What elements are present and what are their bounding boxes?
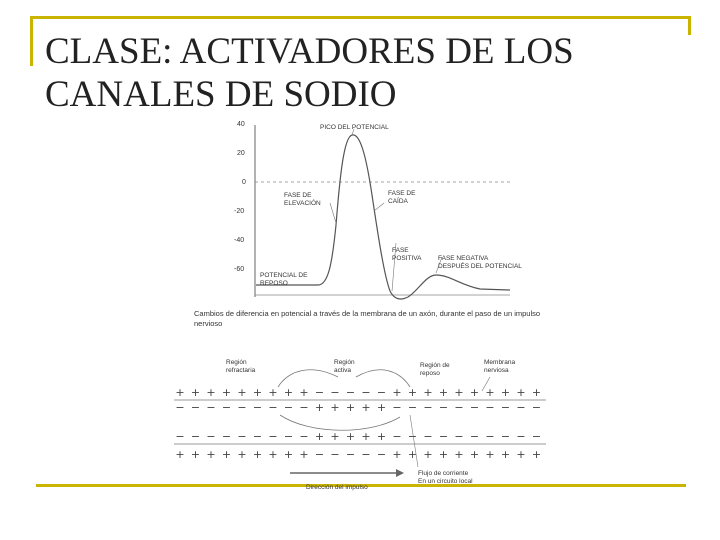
charge-symbol: − [175, 401, 185, 414]
charge-symbol: + [314, 401, 325, 414]
charge-symbol: + [283, 386, 294, 399]
y-tick-minus-60: -60 [234, 266, 245, 273]
label-peak: PICO DEL POTENCIAL [320, 124, 389, 131]
charge-symbol: + [454, 386, 464, 399]
charge-symbol: − [345, 448, 356, 461]
charge-symbol: + [299, 448, 309, 461]
charge-symbol: − [252, 430, 263, 443]
charge-symbol: + [221, 386, 232, 399]
charge-symbol: − [190, 430, 201, 443]
charge-symbol: + [469, 448, 480, 461]
label-membrane-line-2: nerviosa [484, 367, 509, 374]
label-fall-line-1: FASE DE [388, 190, 416, 197]
label-current-line-2: En un circuito local [418, 478, 473, 485]
charge-symbol: + [485, 386, 495, 399]
charge-symbol: + [330, 430, 340, 443]
figure-caption-line-1: Cambios de diferencia en potencial a través de la membrana de un axón, durante el paso de un impulso [194, 309, 541, 318]
charge-symbol: − [299, 430, 309, 443]
fall-leader [374, 203, 384, 211]
charge-symbol: − [376, 386, 387, 399]
label-active-line-2: activa [334, 367, 351, 374]
label-positive-line-2: POSITIVA [392, 255, 422, 262]
charge-symbol: + [206, 448, 216, 461]
charge-symbol: − [268, 401, 278, 414]
y-tick-minus-40: -40 [234, 237, 245, 244]
charge-symbol: − [423, 430, 433, 443]
charge-symbol: − [190, 401, 201, 414]
charge-symbol: − [469, 401, 480, 414]
charge-symbol: + [469, 386, 480, 399]
charge-symbol: + [376, 401, 387, 414]
label-current-line-1: Flujo de corriente [418, 470, 469, 477]
current-arrow-left [278, 370, 338, 387]
charge-symbol: − [438, 401, 449, 414]
charge-symbol: + [454, 448, 464, 461]
charge-symbol: − [485, 430, 495, 443]
rise-leader [330, 203, 336, 223]
y-tick-40: 40 [237, 121, 245, 128]
charge-symbol: − [206, 430, 216, 443]
charge-symbol: + [500, 448, 511, 461]
charge-symbol: + [531, 386, 542, 399]
current-arrow-right [356, 370, 410, 387]
y-tick-0: 0 [242, 179, 246, 186]
label-negative-line-1: FASE NEGATIVA [438, 255, 489, 262]
charge-symbol: − [500, 401, 511, 414]
charge-symbol: − [206, 401, 216, 414]
label-negative-line-2: DESPUÉS DEL POTENCIAL [438, 263, 522, 270]
charge-symbol: + [314, 430, 325, 443]
charge-symbol: − [485, 401, 495, 414]
current-arrow-lower [280, 415, 400, 430]
label-rise-line-1: FASE DE [284, 192, 312, 199]
label-active-line-1: Región [334, 359, 355, 366]
label-refractory-line-1: Región [226, 359, 247, 366]
charge-symbol: − [283, 430, 294, 443]
charge-symbol: − [423, 401, 433, 414]
charge-symbol: + [237, 386, 247, 399]
charge-symbol: + [500, 386, 511, 399]
charge-symbol: + [438, 386, 449, 399]
charge-symbol: + [361, 401, 371, 414]
slide-title-line-1: CLASE: ACTIVADORES DE LOS [45, 31, 574, 72]
charge-symbol: + [283, 448, 294, 461]
charge-symbol: + [516, 448, 526, 461]
charge-symbol: + [175, 386, 185, 399]
frame-top-line [30, 16, 690, 19]
charge-symbol: + [345, 430, 356, 443]
charge-symbol: − [345, 386, 356, 399]
charge-symbol: − [407, 401, 418, 414]
charge-symbol: − [314, 386, 325, 399]
figure-caption-line-2: nervioso [194, 319, 223, 328]
charge-symbol: − [531, 430, 542, 443]
charge-symbol: − [392, 401, 402, 414]
charge-symbol: − [361, 448, 371, 461]
charge-symbol: − [438, 430, 449, 443]
charge-symbol: + [423, 448, 433, 461]
label-impulse-direction: Dirección del impulso [306, 484, 368, 491]
y-tick-20: 20 [237, 150, 245, 157]
label-refractory-line-2: refractaria [226, 367, 256, 374]
charge-symbol: − [500, 430, 511, 443]
charge-symbol: − [392, 430, 402, 443]
charge-symbol: + [299, 386, 309, 399]
charge-symbol: + [345, 401, 356, 414]
label-rise-line-2: ELEVACIÓN [284, 200, 321, 207]
impulse-arrowhead [396, 469, 404, 477]
charge-symbol: − [376, 448, 387, 461]
charge-symbol: − [175, 430, 185, 443]
charge-symbol: + [330, 401, 340, 414]
charge-symbol: + [190, 448, 201, 461]
axon-membrane-diagram [174, 386, 546, 461]
label-membrane-line-1: Membrana [484, 359, 516, 366]
charge-symbol: + [175, 448, 185, 461]
charge-symbol: + [516, 386, 526, 399]
label-rest-line-1: POTENCIAL DE [260, 272, 308, 279]
charge-symbol: + [407, 448, 418, 461]
charge-symbol: + [392, 386, 402, 399]
charge-symbol: − [237, 401, 247, 414]
y-tick-minus-20: -20 [234, 208, 245, 215]
charge-symbol: − [268, 430, 278, 443]
charge-symbol: − [221, 430, 232, 443]
charge-symbol: − [283, 401, 294, 414]
charge-symbol: − [454, 401, 464, 414]
charge-symbol: + [268, 386, 278, 399]
charge-symbol: + [423, 386, 433, 399]
charge-symbol: + [376, 430, 387, 443]
slide-title [45, 30, 574, 116]
charge-symbol: − [531, 401, 542, 414]
charge-symbol: + [252, 448, 263, 461]
charge-symbol: + [361, 430, 371, 443]
label-rest-line-2: REPOSO [260, 280, 288, 287]
charge-symbol: + [206, 386, 216, 399]
charge-symbol: − [361, 386, 371, 399]
charge-symbol: − [516, 430, 526, 443]
charge-symbol: − [221, 401, 232, 414]
charge-symbol: + [531, 448, 542, 461]
frame-right-line [688, 16, 691, 35]
slide-title-line-2: CANALES DE SODIO [45, 74, 397, 115]
charge-symbol: − [454, 430, 464, 443]
charge-symbol: − [469, 430, 480, 443]
label-positive-line-1: FASE [392, 247, 409, 254]
charge-symbol: + [392, 448, 402, 461]
label-resting-line-1: Región de [420, 362, 450, 369]
charge-symbol: + [485, 448, 495, 461]
charge-symbol: + [221, 448, 232, 461]
charge-symbol: − [407, 430, 418, 443]
frame-left-line [30, 16, 33, 66]
charge-symbol: − [237, 430, 247, 443]
charge-symbol: − [330, 448, 340, 461]
charge-symbol: − [252, 401, 263, 414]
charge-symbol: − [516, 401, 526, 414]
charge-symbol: + [190, 386, 201, 399]
charge-symbol: + [438, 448, 449, 461]
charge-symbol: − [314, 448, 325, 461]
charge-symbol: − [299, 401, 309, 414]
charge-symbol: + [237, 448, 247, 461]
label-fall-line-2: CAÍDA [388, 198, 408, 205]
charge-symbol: − [330, 386, 340, 399]
action-potential-figure [160, 115, 560, 495]
charge-symbol: + [252, 386, 263, 399]
charge-symbol: + [268, 448, 278, 461]
charge-symbol: + [407, 386, 418, 399]
label-resting-line-2: reposo [420, 370, 440, 377]
